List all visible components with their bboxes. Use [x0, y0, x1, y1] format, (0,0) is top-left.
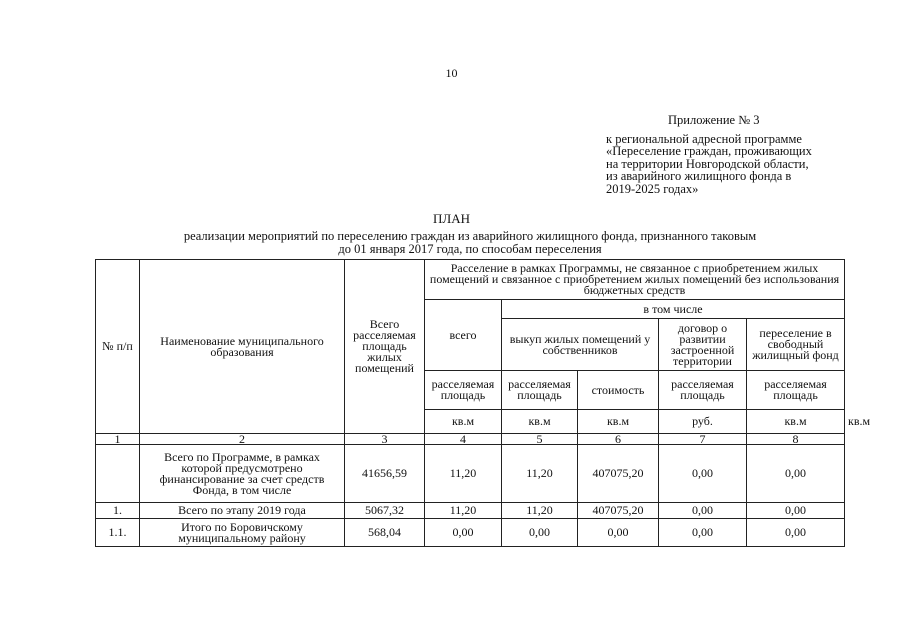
plan-subtitle-line: реализации мероприятий по переселению граждан из аварийного жилищного фонда, признанного таковым — [183, 229, 757, 243]
row-free-area: 0,00 — [747, 503, 845, 519]
header-total-area: Всего расселяемая площадь жилых помещений — [345, 260, 425, 434]
plan-title: ПЛАН — [433, 211, 470, 226]
header-buyout: выкуп жилых помещений у собственников — [502, 319, 659, 371]
unit-cell: кв.м — [502, 410, 578, 434]
row-buyout-area: 11,20 — [502, 503, 578, 519]
header-free-fund: переселение в свободный жилищный фонд — [747, 319, 845, 371]
row-buyout-cost: 0,00 — [578, 519, 659, 547]
table-row — [96, 519, 845, 547]
column-number: 6 — [578, 434, 659, 445]
row-contract-area: 0,00 — [659, 445, 747, 503]
row-num: 1. — [96, 503, 140, 519]
appendix-line: на территории Новгородской области, — [606, 156, 809, 171]
column-number: 7 — [659, 434, 747, 445]
row-all-area: 0,00 — [425, 519, 502, 547]
header-name: Наименование муниципального образования — [140, 260, 345, 434]
plan-subtitle-line: до 01 января 2017 года, по способам переселения — [338, 241, 602, 256]
row-free-area: 0,00 — [747, 445, 845, 503]
plan-table: № п/п Наименование муниципального образования Всего расселяемая площадь жилых помещений Расселение в рамках Программы, не связанное с приобретением жилых помещений и связанное с приобретением жилых помещений без использования бюджетных средств всего в том числе выкуп жилых помещений у собственников договор о развитии застроенной территории переселение в свободный жилищный фонд расселяемая площадь расселяемая площадь стоимость расселяемая площадь расселяемая площадь кв.м кв.м кв.м руб. кв.м кв.м 1 2 3 4 5 6 7 8 Всего по Программе, в рамках которой предусмотрено финансирование за счет средств Фонда, в том числе 41656,59 11,20 11,20 407075,20 0,00 0,00 1. Всего по этапу 2019 года 5067,32 11,20 11,20 407075,20 0,00 0,00 1.1. Итого по Боровичскому муниципальному району 568,04 0,00 0,00 0,00 0,00 0,00 — [95, 259, 845, 547]
row-total-area: 5067,32 — [345, 503, 425, 519]
header-including: в том числе — [502, 300, 845, 319]
column-number: 1 — [96, 434, 140, 445]
table-row — [96, 503, 845, 519]
unit-cell: кв.м — [578, 410, 659, 434]
unit-cell: кв.м — [425, 410, 502, 434]
appendix-line: из аварийного жилищного фонда в — [606, 169, 792, 183]
column-number: 5 — [502, 434, 578, 445]
row-buyout-area: 11,20 — [502, 445, 578, 503]
page-number: 10 — [445, 66, 458, 80]
row-contract-area: 0,00 — [659, 503, 747, 519]
row-all-area: 11,20 — [425, 503, 502, 519]
row-buyout-area: 0,00 — [502, 519, 578, 547]
unit-cell: кв.м — [747, 410, 845, 434]
row-name: Всего по Программе, в рамках которой предусмотрено финансирование за счет средств Фонда, в том числе — [140, 445, 345, 503]
plan-subtitle — [120, 230, 820, 255]
header-cost: стоимость — [578, 371, 659, 410]
header-area: расселяемая площадь — [747, 371, 845, 410]
header-num: № п/п — [96, 260, 140, 434]
row-contract-area: 0,00 — [659, 519, 747, 547]
appendix-line: «Переселение граждан, проживающих — [606, 144, 812, 158]
table-row — [96, 445, 845, 503]
appendix-block — [606, 114, 856, 195]
appendix-line: 2019-2025 годах» — [606, 181, 699, 196]
row-buyout-cost: 407075,20 — [578, 445, 659, 503]
column-number: 8 — [747, 434, 845, 445]
row-name: Всего по этапу 2019 года — [140, 503, 345, 519]
row-num: 1.1. — [96, 519, 140, 547]
row-total-area: 41656,59 — [345, 445, 425, 503]
header-all: всего — [425, 300, 502, 371]
row-num — [96, 445, 140, 503]
row-buyout-cost: 407075,20 — [578, 503, 659, 519]
header-resettlement: Расселение в рамках Программы, не связанное с приобретением жилых помещений и связанное с приобретением жилых помещений без использования бюджетных средств — [425, 260, 845, 300]
unit-cell: руб. — [659, 410, 747, 434]
column-number: 3 — [345, 434, 425, 445]
header-area: расселяемая площадь — [659, 371, 747, 410]
row-all-area: 11,20 — [425, 445, 502, 503]
column-number: 2 — [140, 434, 345, 445]
column-number: 4 — [425, 434, 502, 445]
appendix-line: к региональной адресной программе — [606, 131, 802, 146]
header-contract: договор о развитии застроенной территории — [659, 319, 747, 371]
header-area: расселяемая площадь — [502, 371, 578, 410]
appendix-title: Приложение № 3 — [668, 113, 760, 127]
header-area: расселяемая площадь — [425, 371, 502, 410]
row-free-area: 0,00 — [747, 519, 845, 547]
row-name: Итого по Боровичскому муниципальному району — [140, 519, 345, 547]
row-total-area: 568,04 — [345, 519, 425, 547]
